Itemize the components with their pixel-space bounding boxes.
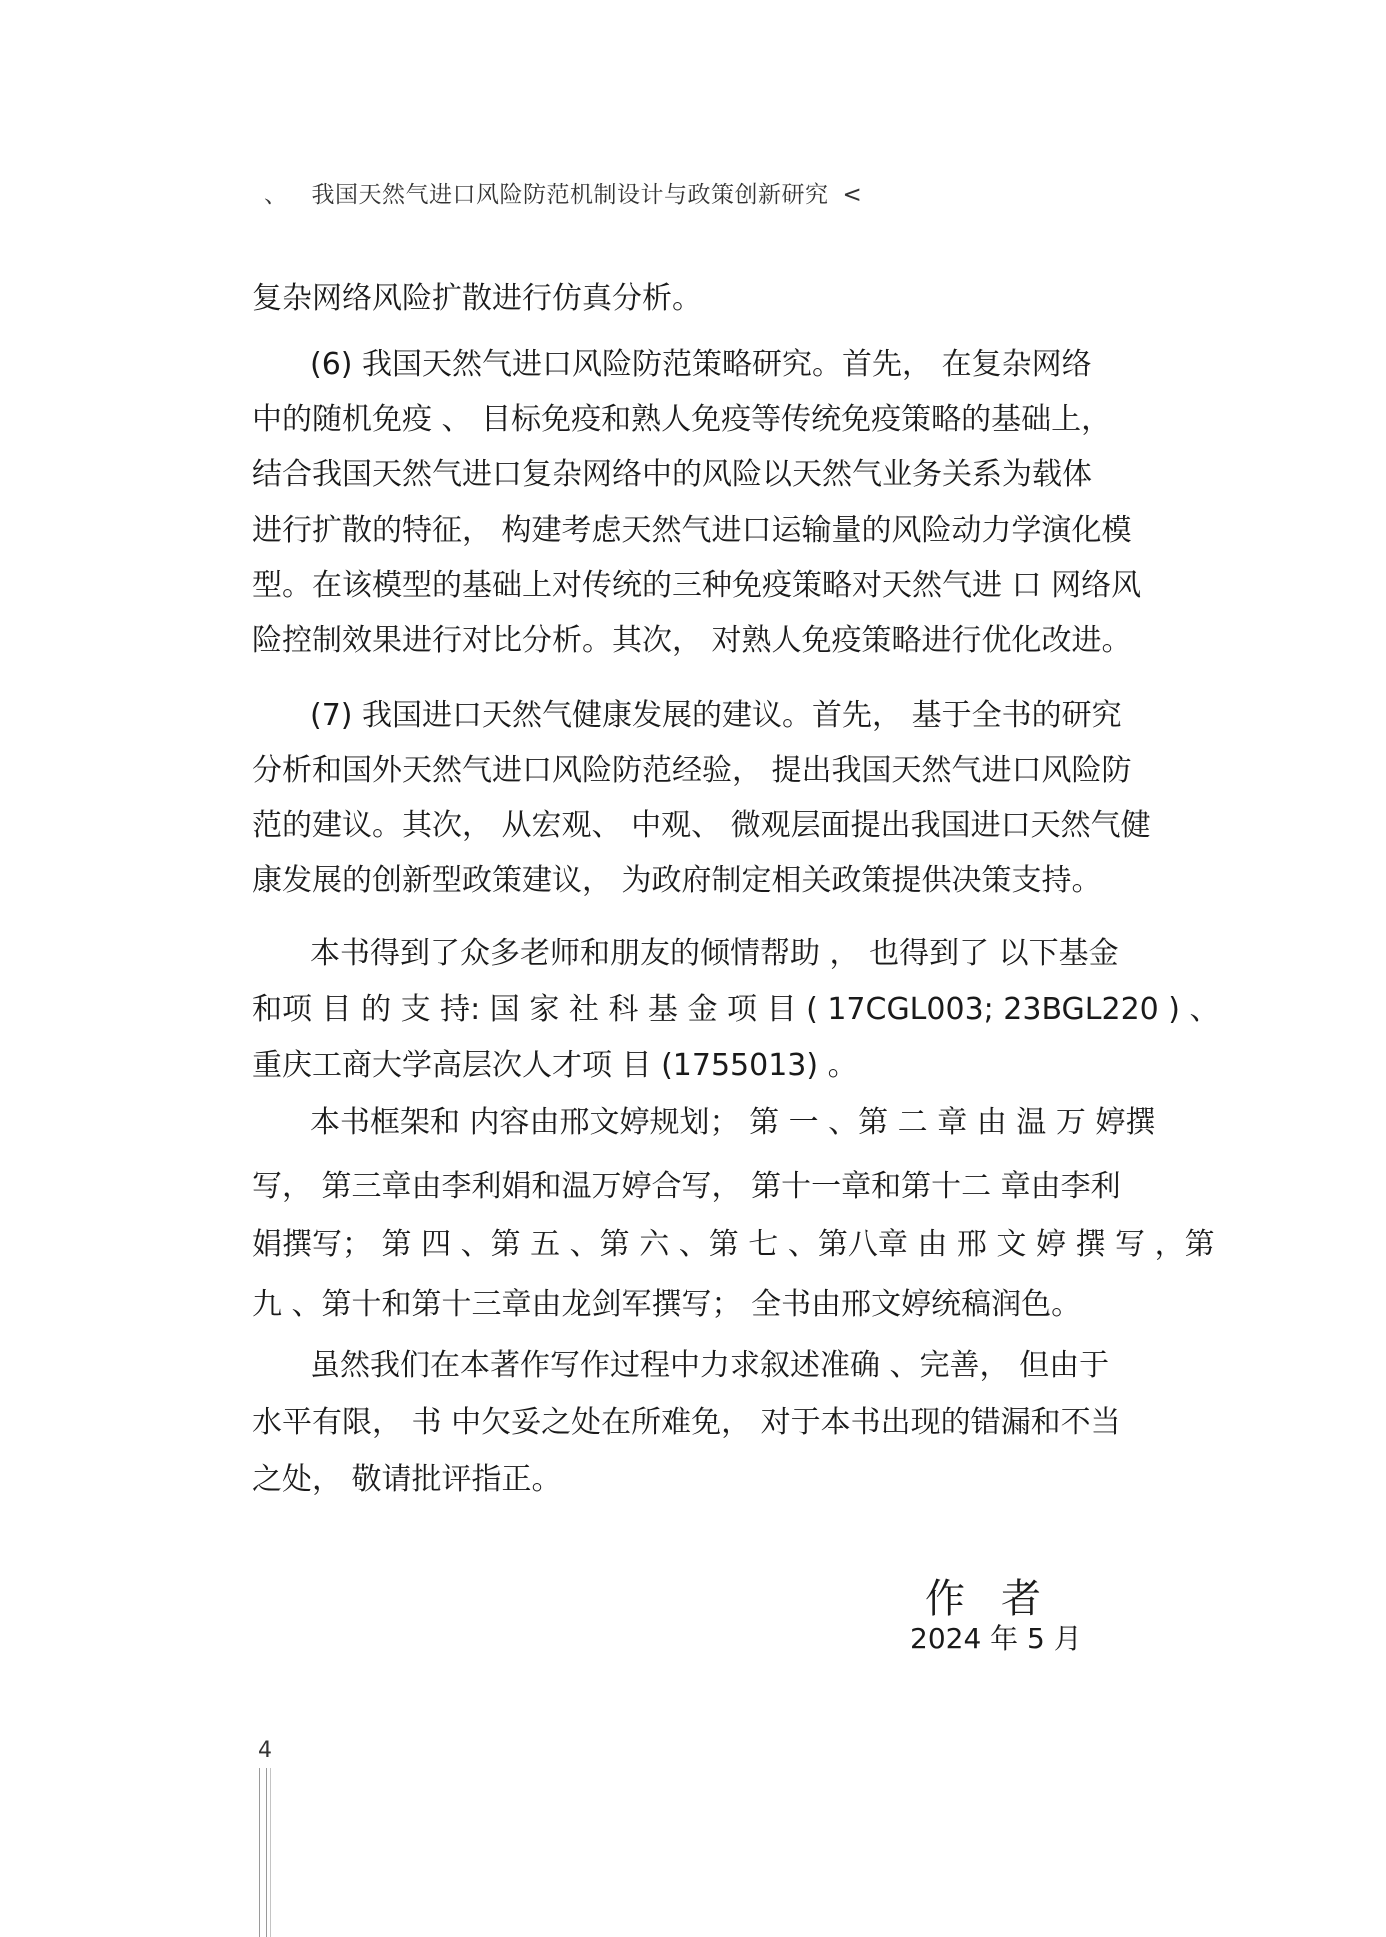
text-line: 复杂网络风险扩散进行仿真分析。	[252, 281, 702, 316]
text-line: 险控制效果进行对比分析。其次， 对熟人免疫策略进行优化改进。	[252, 623, 1132, 658]
text-line: 水平有限， 书 中欠妥之处在所难免， 对于本书出现的错漏和不当	[252, 1405, 1121, 1440]
margin-rule	[259, 1768, 260, 1937]
text-line: 本书框架和 内容由邢文婷规划； 第 一 、第 二 章 由 温 万 婷撰	[310, 1105, 1156, 1140]
text-line: 中的随机免疫 、 目标免疫和熟人免疫等传统免疫策略的基础上，	[252, 402, 1112, 437]
text-line: 重庆工商大学高层次人才项 目 (1755013) 。	[252, 1048, 858, 1083]
text-line: 娟撰写； 第 四 、第 五 、第 六 、第 七 、第八章 由 邢 文 婷 撰 写 ，第	[252, 1227, 1215, 1262]
text-line: (6) 我国天然气进口风险防范策略研究。首先， 在复杂网络	[310, 347, 1092, 382]
signature-date: 2024 年 5 月	[910, 1622, 1082, 1655]
text-line: 分析和国外天然气进口风险防范经验， 提出我国天然气进口风险防	[252, 753, 1132, 788]
text-line: 写， 第三章由李利娟和温万婷合写， 第十一章和第十二 章由李利	[252, 1169, 1121, 1204]
header-left-mark: 、	[264, 182, 288, 208]
header-right-mark: <	[842, 182, 863, 208]
text-line: 范的建议。其次， 从宏观、 中观、 微观层面提出我国进口天然气健	[252, 808, 1151, 843]
text-line: 型。在该模型的基础上对传统的三种免疫策略对天然气进 口 网络风	[252, 568, 1142, 603]
running-header	[264, 176, 862, 209]
signature-author: 作者	[925, 1576, 1077, 1622]
text-line: 之处， 敬请批评指正。	[252, 1462, 562, 1497]
text-line: 康发展的创新型政策建议， 为政府制定相关政策提供决策支持。	[252, 863, 1102, 898]
margin-rule	[270, 1768, 271, 1937]
text-line: 虽然我们在本著作写作过程中力求叙述准确 、完善， 但由于	[310, 1348, 1110, 1383]
text-line: (7) 我国进口天然气健康发展的建议。首先， 基于全书的研究	[310, 698, 1122, 733]
text-line: 进行扩散的特征， 构建考虑天然气进口运输量的风险动力学演化模	[252, 513, 1132, 548]
text-line: 本书得到了众多老师和朋友的倾情帮助 ， 也得到了 以下基金	[310, 936, 1119, 971]
text-line: 结合我国天然气进口复杂网络中的风险以天然气业务关系为载体	[252, 457, 1092, 492]
header-title: 我国天然气进口风险防范机制设计与政策创新研究	[311, 182, 829, 208]
margin-rule	[266, 1768, 267, 1937]
text-line: 和项 目 的 支 持: 国 家 社 科 基 金 项 目 ( 17CGL003; 23BGL220 ) 、	[252, 992, 1220, 1027]
text-line: 九 、第十和第十三章由龙剑军撰写； 全书由邢文婷统稿润色。	[252, 1287, 1082, 1322]
page-number: 4	[258, 1738, 272, 1763]
